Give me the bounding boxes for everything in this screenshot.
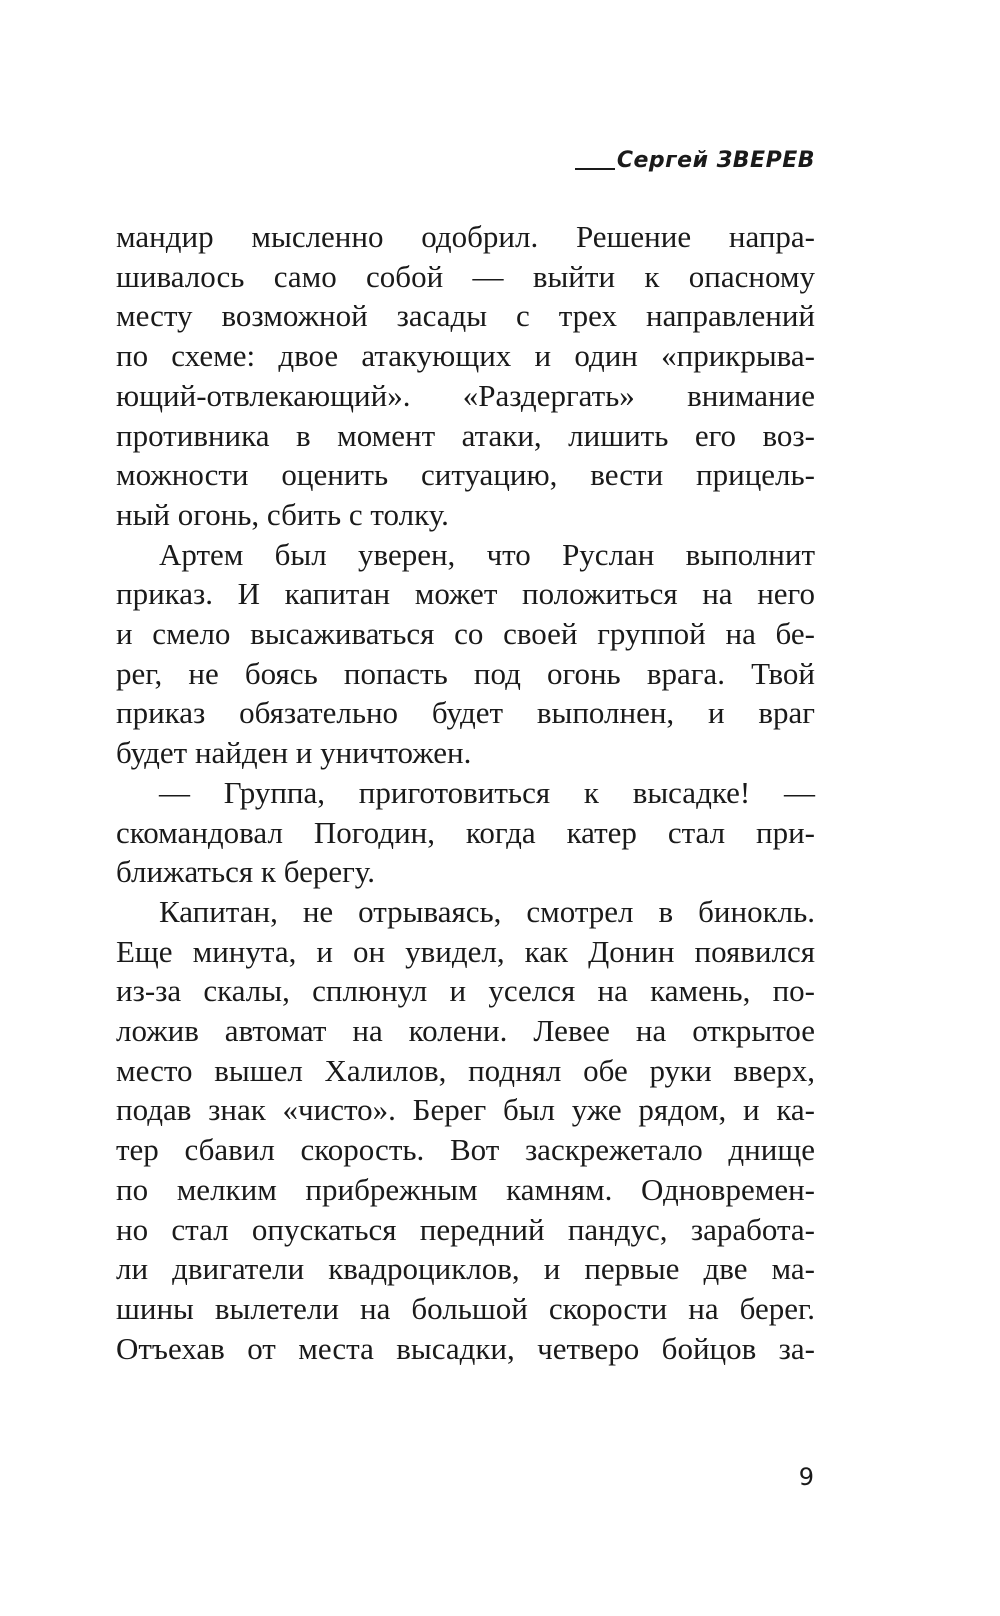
text-line: ли двигатели квадроциклов, и первые две ма- [116,1251,815,1287]
text-line: скомандовал Погодин, когда катер стал при- [116,814,815,850]
text-line: приказ. И капитан может положиться на него [116,576,815,612]
text-line: месту возможной засады с трех направлений [116,298,815,334]
author-name: Сергей ЗВЕРЕВ [616,148,815,173]
header-rule [575,168,615,170]
paragraph [116,773,815,892]
text-line: Отъехав от места высадки, четверо бойцов за- [116,1330,815,1366]
text-line: из-за скалы, сплюнул и уселся на камень, по- [116,973,815,1009]
paragraph [116,217,815,535]
text-line: рег, не боясь попасть под огонь врага. Твой [116,655,815,691]
paragraph [116,892,815,1368]
text-line: шивалось само собой — выйти к опасному [116,258,815,294]
text-line: тер сбавил скорость. Вот заскрежетало днище [116,1132,815,1168]
text-line: можности оценить ситуацию, вести прицель- [116,457,815,493]
paragraph [116,535,815,773]
text-line: ющий-отвлекающий». «Раздергать» внимание [116,377,815,413]
page-number: 9 [798,1463,814,1491]
text-line: Капитан, не отрываясь, смотрел в бинокль. [159,893,815,929]
text-line: — Группа, приготовиться к высадке! — [159,774,815,810]
text-line: и смело высаживаться со своей группой на бе- [116,616,815,652]
text-line: Еще минута, и он увидел, как Донин появился [116,933,815,969]
text-line: Артем был уверен, что Руслан выполнит [159,536,815,572]
running-header [575,148,815,173]
text-line: по мелким прибрежным камням. Одновремен- [116,1171,815,1207]
body-text [116,217,815,1368]
text-line: ближаться к берегу. [116,854,375,890]
text-line: противника в момент атаки, лишить его воз- [116,417,815,453]
text-line: но стал опускаться передний пандус, заработа- [116,1211,815,1247]
text-line: подав знак «чисто». Берег был уже рядом, и ка- [116,1092,815,1128]
text-line: шины вылетели на большой скорости на берег. [116,1290,815,1326]
text-line: по схеме: двое атакующих и один «прикрыва- [116,338,815,374]
text-line: ный огонь, сбить с толку. [116,496,449,532]
text-line: ложив автомат на колени. Левее на открытое [116,1013,815,1049]
text-line: приказ обязательно будет выполнен, и враг [116,695,815,731]
text-line: будет найден и уничтожен. [116,735,472,771]
text-line: место вышел Халилов, поднял обе руки вверх, [116,1052,815,1088]
text-line: мандир мысленно одобрил. Решение напра- [116,219,815,254]
